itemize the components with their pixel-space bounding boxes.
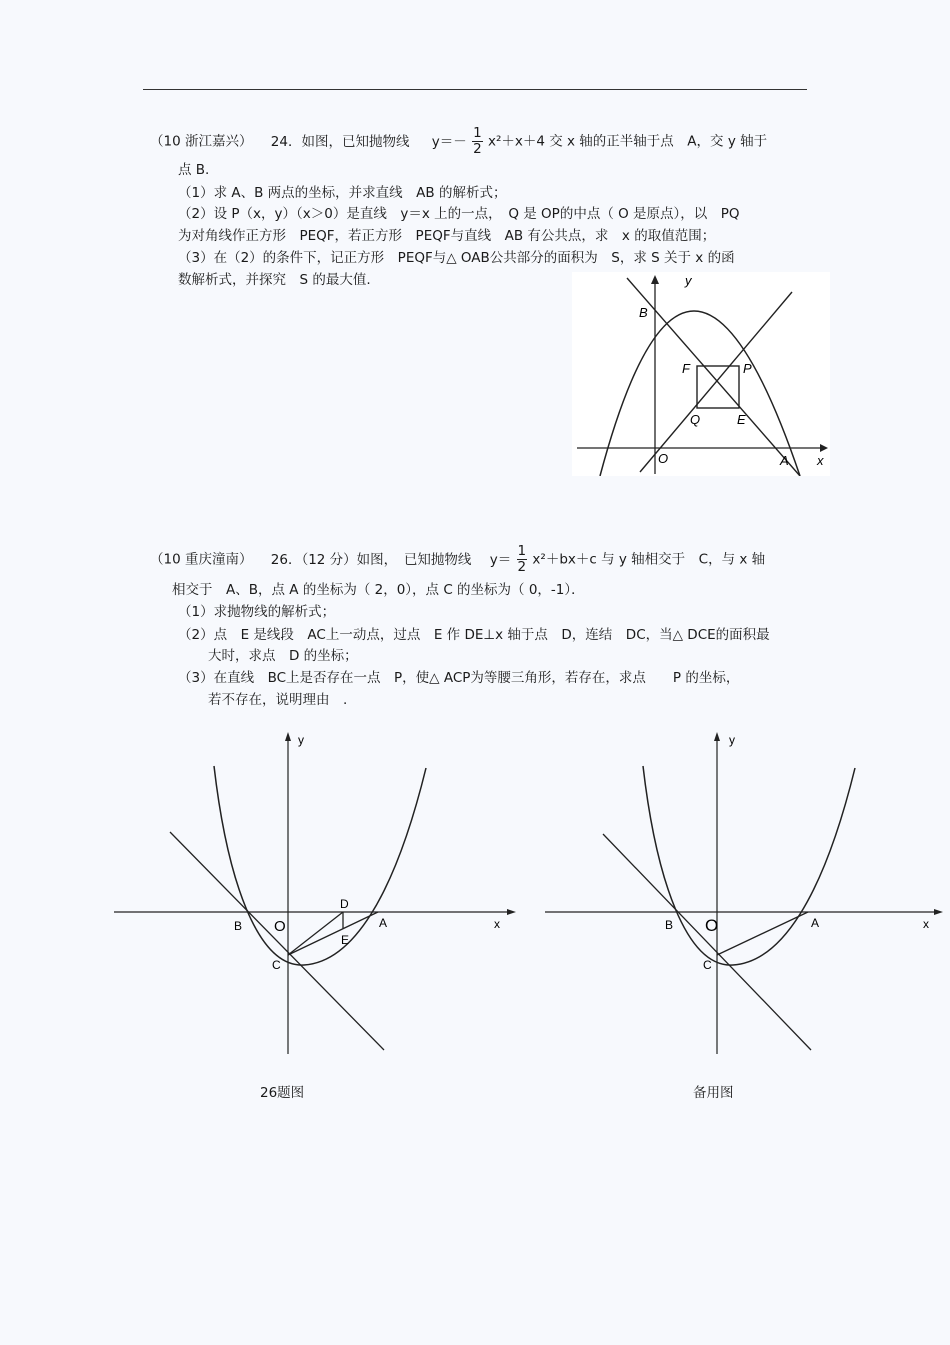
label-p: P xyxy=(743,361,752,376)
label-y: y xyxy=(298,733,304,747)
problem-1-line-b: 点 B. xyxy=(178,162,210,178)
problem-2-question-2b: 大时，求点 D 的坐标； xyxy=(208,648,358,664)
x-axis-arrow xyxy=(934,909,943,915)
problem-2-figure-right xyxy=(543,728,948,1058)
problem-1-question-2b: 为对角线作正方形 PEQF，若正方形 PEQF与直线 AB 有公共点，求 x 的取值范围； xyxy=(178,228,716,244)
problem-1-question-3b: 数解析式，并探究 S 的最大值. xyxy=(178,272,371,288)
label-b: B xyxy=(665,918,674,932)
figure-right-caption: 备用图 xyxy=(693,1085,734,1101)
label-x: x xyxy=(923,917,929,931)
label-c: C xyxy=(703,958,712,972)
segment-dc xyxy=(288,912,343,955)
problem-2-question-2a: （2）点 E 是线段 AC上一动点，过点 E 作 DE⊥x 轴于点 D，连结 DC，当△ DCE的面积最 xyxy=(178,627,770,643)
label-y: y xyxy=(685,273,692,288)
label-o: O xyxy=(274,918,286,935)
problem-2-question-3a: （3）在直线 BC上是否存在一点 P，使△ ACP为等腰三角形，若存在，求点 P 的坐标， xyxy=(178,670,740,686)
problem-2-figure-left xyxy=(112,728,522,1058)
problem-2-eq-y: y＝ xyxy=(489,551,512,568)
x-axis-arrow xyxy=(507,909,516,915)
label-q: Q xyxy=(690,412,701,427)
label-e: E xyxy=(341,933,350,947)
label-f: F xyxy=(682,361,690,376)
problem-2-number: 26．（12 分）如图， 已知抛物线 xyxy=(270,551,472,568)
problem-1-source: （10 浙江嘉兴） xyxy=(150,133,253,150)
problem-1-question-1: （1）求 A、B 两点的坐标，并求直线 AB 的解析式； xyxy=(178,185,507,201)
label-o: O xyxy=(705,916,719,935)
problem-1-eq-y: y＝－ xyxy=(431,133,467,150)
label-a: A xyxy=(811,916,820,930)
problem-1-fraction: $\frac{1}{2}$ xyxy=(473,125,482,157)
problem-1-statement xyxy=(150,126,767,157)
label-a: A xyxy=(780,453,789,468)
label-e: E xyxy=(737,412,746,427)
figure-background xyxy=(572,272,830,476)
line-bc xyxy=(603,834,811,1050)
label-b: B xyxy=(234,919,243,933)
problem-2-fraction: $\frac{1}{2}$ xyxy=(517,543,527,575)
problem-2-question-1: （1）求抛物线的解析式； xyxy=(178,604,336,620)
label-y: y xyxy=(729,733,735,747)
line-ac xyxy=(288,912,378,955)
line-bc xyxy=(170,832,384,1050)
problem-2-statement xyxy=(150,544,765,575)
label-a: A xyxy=(379,916,388,930)
figure-left-caption: 26题图 xyxy=(260,1085,305,1101)
problem-2-line-b: 相交于 A、B，点 A 的坐标为（ 2，0），点 C 的坐标为（ 0，-1）． xyxy=(172,582,585,598)
problem-1-figure xyxy=(572,272,830,476)
label-x: x xyxy=(817,453,824,468)
label-d: D xyxy=(340,897,349,911)
line-ac xyxy=(717,912,808,955)
label-o: O xyxy=(658,451,669,466)
problem-2-question-3b: 若不存在，说明理由 . xyxy=(208,692,348,708)
problem-1-question-2a: （2）设 P（x，y）（x＞0）是直线 y＝x 上的一点， Q 是 OP的中点（ O 是原点），以 PQ xyxy=(178,206,740,222)
label-c: C xyxy=(272,958,281,972)
problem-1-question-3a: （3）在（2）的条件下，记正方形 PEQF与△ OAB公共部分的面积为 S，求 S 关于 x 的函 xyxy=(178,250,735,266)
parabola xyxy=(214,766,426,965)
y-axis-arrow xyxy=(285,732,291,741)
problem-1-eq-rest: x²＋x＋4 交 x 轴的正半轴于点 A，交 y 轴于 xyxy=(487,133,768,150)
problem-1-number: 24．如图，已知抛物线 xyxy=(270,133,410,150)
problem-2-eq-rest: x²＋bx＋c 与 y 轴相交于 C，与 x 轴 xyxy=(532,551,766,568)
parabola xyxy=(643,766,855,965)
y-axis-arrow xyxy=(714,732,720,741)
header-rule xyxy=(143,89,807,90)
label-x: x xyxy=(494,917,500,931)
label-b: B xyxy=(639,305,648,320)
problem-2-source: （10 重庆潼南） xyxy=(150,551,253,568)
